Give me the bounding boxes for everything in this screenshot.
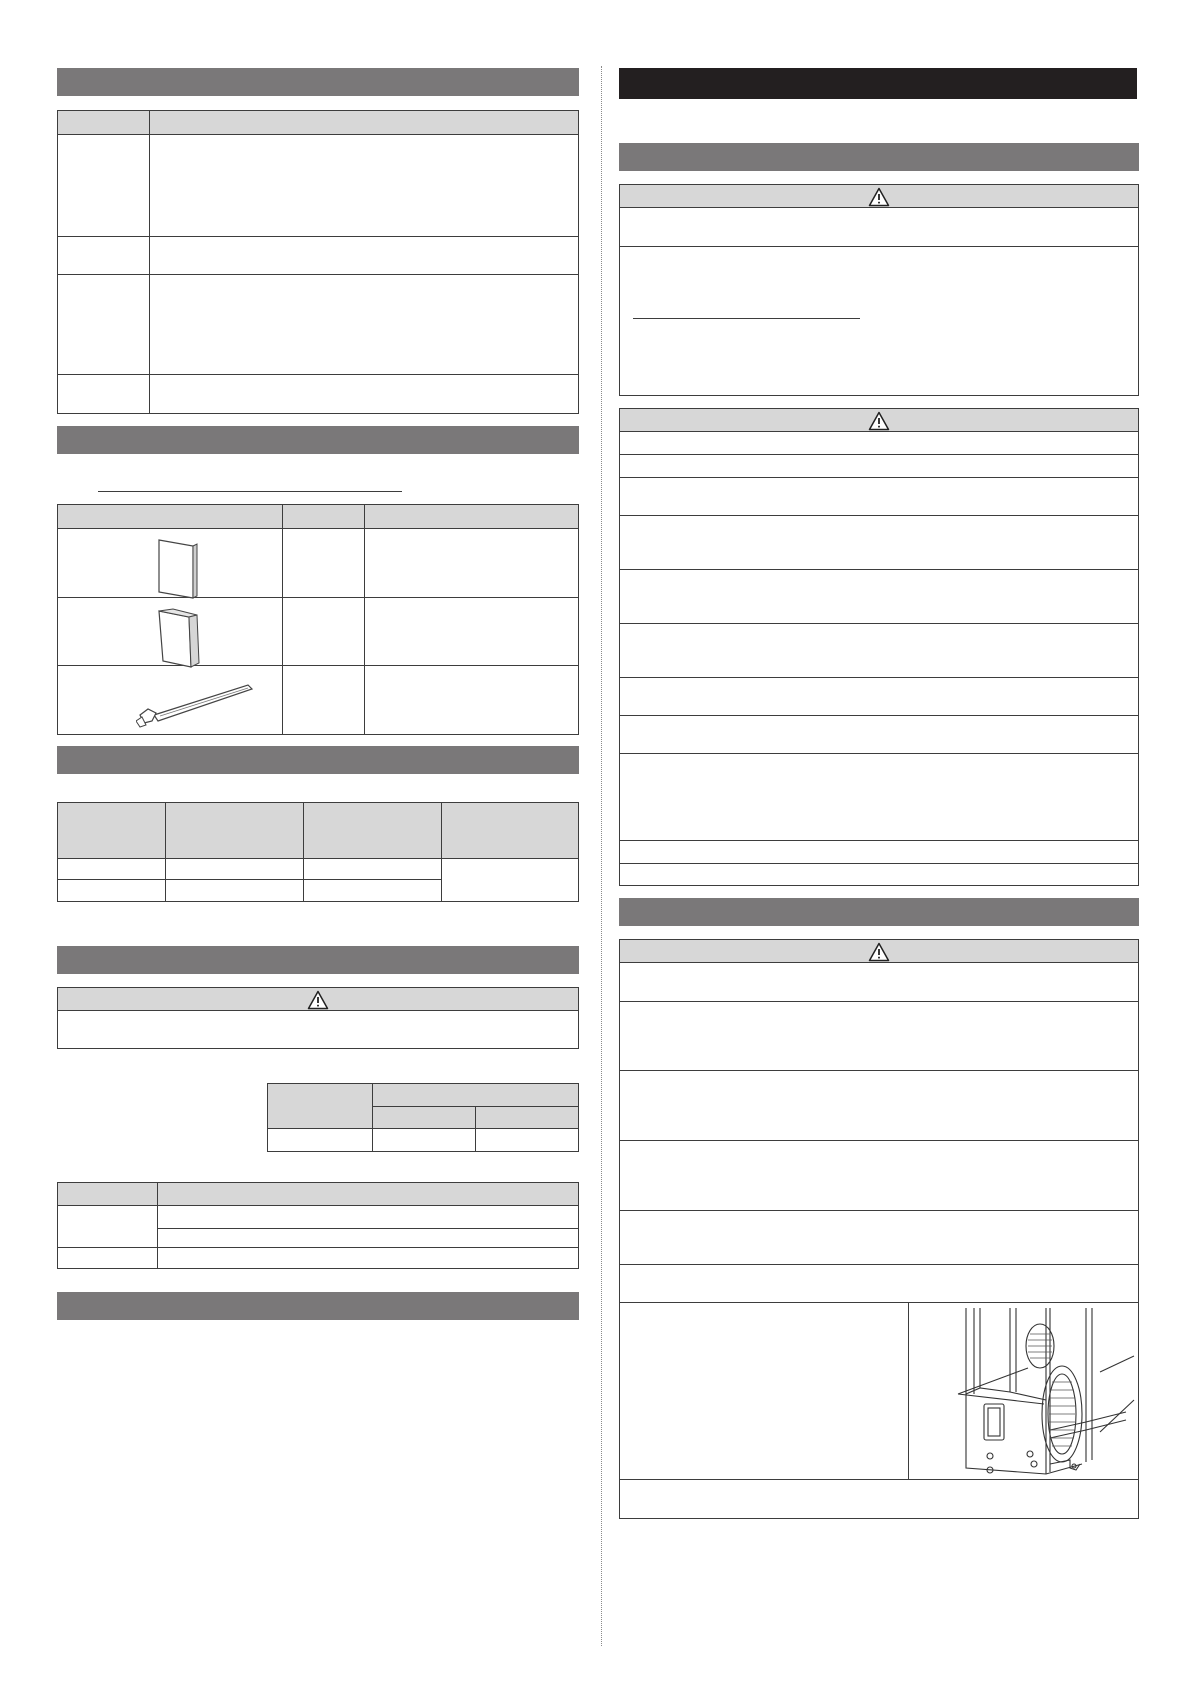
warning-box-left: [57, 987, 579, 1049]
section-bar-1: [57, 68, 579, 96]
column-divider: [601, 66, 602, 1646]
warning-triangle-icon: [307, 990, 329, 1010]
warning-triangle-icon: [868, 411, 890, 431]
warning-triangle-icon: [868, 942, 890, 962]
spec-table-header: [58, 111, 578, 135]
warning-box-3: [619, 939, 1139, 1519]
section-bar-4: [57, 946, 579, 974]
section-bar-7: [619, 898, 1139, 926]
section-bar-5: [57, 1292, 579, 1320]
section-bar-6: [619, 143, 1139, 171]
model-table-header: [58, 1183, 578, 1206]
spec-table: [57, 110, 579, 414]
section-bar-3: [57, 746, 579, 774]
accessories-table-header: [58, 505, 578, 529]
warning-box-2: [619, 408, 1139, 886]
open-manual-icon: [153, 607, 205, 669]
pipe-table: [57, 802, 579, 902]
warning-box-1: [619, 184, 1139, 396]
underline-rule: [98, 491, 402, 492]
section-bar-2: [57, 426, 579, 454]
model-table: [57, 1182, 579, 1269]
chapter-title-bar: [619, 68, 1137, 99]
small-spec-table: [267, 1083, 579, 1152]
accessories-table: [57, 504, 579, 735]
pipe-table-header: [58, 803, 578, 859]
warning-triangle-icon: [868, 187, 890, 207]
underline-rule: [633, 318, 860, 319]
cable-tie-icon: [136, 677, 260, 729]
outdoor-unit-drawing: [950, 1304, 1136, 1478]
manual-booklet-icon: [155, 538, 203, 600]
